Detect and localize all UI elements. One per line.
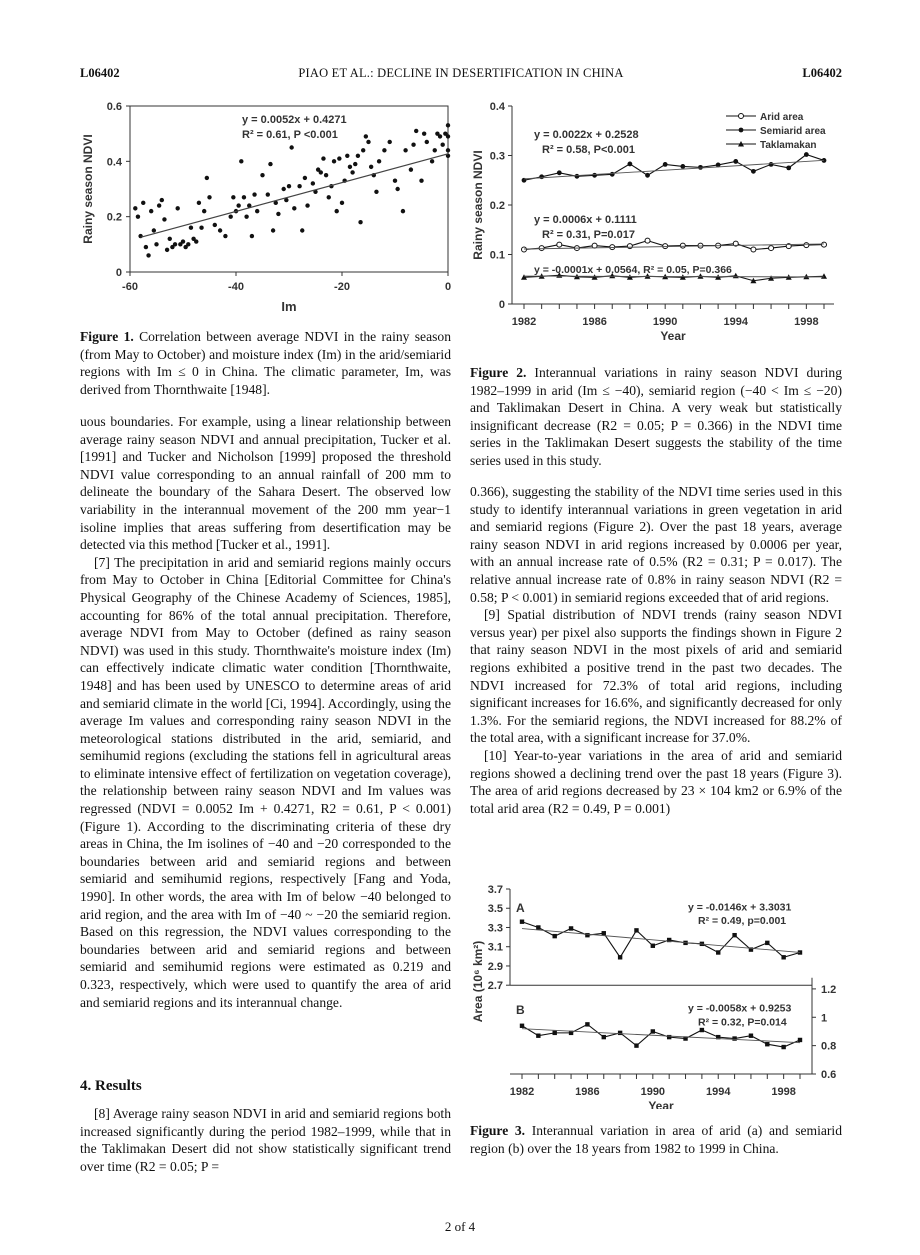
fig3-annotation-b-stats: R² = 0.32, P=0.014 (698, 1016, 787, 1029)
figure-2-caption (470, 364, 842, 470)
fig3-ytick-right-label: 1.2 (821, 983, 837, 996)
header-right-id: L06402 (802, 66, 842, 80)
fig3-point-a (634, 928, 638, 932)
fig1-point (144, 245, 148, 249)
fig1-point (335, 209, 339, 213)
fig1-point (244, 214, 248, 218)
fig2-trendline (524, 276, 824, 277)
figure-3-chart (468, 877, 848, 1109)
left-paragraph-2: [7] The precipitation in arid and semiarid regions mainly occurs from May to October in China [Editorial Committee for China's Physical Geography of the Chinese Academy of Sciences, 1985], accounting for 86% of the total annual precipitation. Therefore, average NDVI from May to October (defined as rainy season NDVI) was used in this study. Thornthwaite's moisture index (Im) can effectively indicate climatic water condition [Thornthwaite, 1948] and has been used by UNESCO to determine areas of arid and semiarid climate in the world [Ci, 1994]. Accordingly, using the average Im values and corresponding rainy season NDVI in the meteorological stations distributed in the arid, semiarid, and semihumid regions (excluding the stations fell in agricultural areas to eliminate intensive effect of fertilization on vegetation coverage), the relationship between rainy season NDVI and Im values was regressed (NDVI = 0.0052 Im + 0.4271, R2 = 0.61, P < 0.001) (Figure 1). According to the discriminating criteria of these dry areas in China, the Im isolines of −40 and −20 corresponded to the boundaries between arid and semiarid regions and between semiarid and semihumid regions, respectively [Fang and Yoda, 1990]. In other words, the area with Im of below −40 belonged to arid region, and the area with Im of −40 ~ −20 the semiarid region. Based on this regression, the NDVI values corresponding to the boundaries between arid and semiarid regions and between semiarid and semihumid regions were estimated as 0.219 and 0.323, respectively, which were used to quantify the area of arid and semiarid regions and its interannual change. (80, 554, 451, 1010)
fig3-xlabel: Year (648, 1099, 674, 1109)
fig2-annotation-taklamakan: y = -0.0001x + 0.0564, R² = 0.05, P=0.366 (534, 264, 732, 276)
right-paragraph-3: [10] Year-to-year variations in the area of arid and semiarid regions showed a declining trend over the past 18 years (Figure 3). The area of arid regions decreased by 23 × 104 km2 or 6.9% of the total arid area (R2 = 0.49, P = 0.001) (470, 747, 842, 816)
fig3-ytick-left-label: 3.1 (487, 941, 503, 954)
fig1-xtick-label: -40 (228, 281, 244, 293)
fig2-point-semiarid (733, 159, 738, 164)
section-heading-results: 4. Results (80, 1078, 142, 1094)
fig3-ylabel: Area (10⁶ km²) (471, 940, 485, 1023)
fig1-point (133, 206, 137, 210)
fig3-ytick-left-label: 2.9 (487, 960, 503, 973)
fig1-point (388, 140, 392, 144)
fig1-point (414, 129, 418, 133)
fig1-point (165, 248, 169, 252)
fig3-point-b (634, 1043, 638, 1047)
fig1-point (433, 148, 437, 152)
fig3-ytick-left-label: 3.7 (487, 884, 503, 896)
fig1-point (319, 170, 323, 174)
fig3-point-b (536, 1034, 540, 1038)
fig1-trendline (141, 154, 448, 237)
fig1-point (223, 234, 227, 238)
right-column (470, 483, 842, 817)
fig1-point (292, 206, 296, 210)
fig2-ytick-label: 0.4 (489, 101, 505, 113)
left-paragraph-1: uous boundaries. For example, using a linear relationship between average rainy season NDVI and annual precipitation, Tucker et al. [1991] and Tucker and Nicholson [1999] proposed the threshold NDVI value corresponding to an annual rainfall of 200 mm to delineate the boundary of the Sahara Desert. The observed low variability in the interannual movement of the 200 mm year−1 isoline implies that areas suffering from desertification may be detected via this method [Tucker et al., 1991]. (80, 414, 451, 553)
right-paragraph-1: 0.366), suggesting the stability of the NDVI time series used in this study to identify interannual variations in green vegetation in arid and semiarid regions (Figure 2). Over the past 18 years, average rainy season NDVI in arid regions increased by 0.0006 per year, with an annual increase rate of 0.5% (R2 = 0.31; P = 0.017). The relative annual increase rate of 0.8% in rainy season NDVI (R2 = 0.58; P < 0.001) in semiarid regions exceeded that of arid regions. (470, 484, 842, 605)
fig2-ytick-label: 0.3 (489, 150, 505, 163)
fig2-point-semiarid (751, 169, 756, 174)
fig3-point-a (618, 955, 622, 959)
fig1-point (255, 209, 259, 213)
fig3-point-b (651, 1029, 655, 1033)
figure-2-chart (468, 98, 848, 348)
fig1-point (401, 209, 405, 213)
fig2-point-arid (627, 244, 632, 249)
fig1-point (324, 173, 328, 177)
fig1-point (327, 195, 331, 199)
fig2-ytick-label: 0 (498, 299, 505, 311)
fig1-point (297, 184, 301, 188)
fig3-point-b (585, 1022, 589, 1026)
figure-3 (468, 877, 848, 1114)
fig1-point (236, 203, 240, 207)
fig2-annotation-semiarid-eq: y = 0.0022x + 0.2528 (534, 129, 639, 141)
fig2-ytick-label: 0.2 (489, 200, 505, 212)
fig1-point (350, 170, 354, 174)
figure-3-caption (470, 1122, 842, 1157)
fig2-point-arid (804, 243, 809, 248)
fig3-point-b (618, 1031, 622, 1035)
fig1-point (149, 209, 153, 213)
figure-1-label: Figure 1. (80, 329, 134, 344)
fig2-point-arid (769, 246, 774, 251)
fig1-point (157, 203, 161, 207)
fig3-xtick-label: 1982 (509, 1086, 535, 1098)
fig1-point (271, 228, 275, 232)
fig1-point (136, 214, 140, 218)
figure-2-label: Figure 2. (470, 365, 527, 380)
fig1-point (425, 140, 429, 144)
fig1-point (173, 242, 177, 246)
fig3-ytick-right-label: 1 (821, 1012, 828, 1025)
fig1-point (194, 239, 198, 243)
fig2-xtick-label: 1986 (582, 316, 607, 328)
fig1-point (289, 145, 293, 149)
fig1-point (168, 237, 172, 241)
fig3-point-b (765, 1042, 769, 1046)
fig2-point-semiarid (575, 174, 580, 179)
fig3-ytick-left-label: 3.5 (487, 903, 503, 916)
fig3-point-a (765, 941, 769, 945)
fig3-xtick-label: 1986 (575, 1086, 600, 1098)
fig1-point (446, 123, 450, 127)
fig1-ytick-label: 0.4 (106, 156, 122, 169)
fig1-point (268, 162, 272, 166)
fig3-panel-label-b: B (516, 1003, 525, 1018)
fig2-point-semiarid (698, 165, 703, 170)
fig3-xtick-label: 1998 (771, 1086, 796, 1098)
fig1-point (260, 173, 264, 177)
fig1-point (218, 228, 222, 232)
fig3-point-b (732, 1036, 736, 1040)
fig1-point (154, 242, 158, 246)
fig3-point-b (520, 1024, 524, 1028)
fig1-point (430, 159, 434, 163)
fig1-point (199, 226, 203, 230)
fig2-point-semiarid (592, 173, 597, 178)
fig1-point (446, 134, 450, 138)
fig3-annotation-a-eq: y = -0.0146x + 3.3031 (688, 901, 792, 914)
fig1-point (181, 239, 185, 243)
fig1-point (276, 212, 280, 216)
fig1-point (403, 148, 407, 152)
fig1-point (205, 176, 209, 180)
figure-2-caption-text: Interannual variations in rainy season NDVI during 1982–1999 in arid (Im ≤ −40), semiarid region (−40 < Im ≤ −20) and Taklimakan Desert in China. A very weak but statistically insignificant decrease (R2 = 0.05; P = 0.366) in the NDVI time series in the Taklimakan Desert suggests the stability of the time series used in this study. (470, 365, 842, 468)
fig1-point (446, 148, 450, 152)
fig2-xtick-label: 1982 (511, 316, 537, 328)
fig3-point-b (553, 1031, 557, 1035)
fig1-point (176, 206, 180, 210)
fig3-ytick-left-label: 2.7 (487, 980, 503, 993)
fig1-point (197, 201, 201, 205)
fig3-point-a (569, 926, 573, 930)
fig1-point (361, 148, 365, 152)
fig1-point (374, 190, 378, 194)
fig1-point (340, 201, 344, 205)
fig2-point-semiarid (627, 162, 632, 167)
fig3-point-a (716, 950, 720, 954)
fig3-point-b (798, 1038, 802, 1042)
fig1-point (189, 226, 193, 230)
fig3-point-a (732, 933, 736, 937)
fig2-point-arid (751, 247, 756, 252)
fig2-point-arid (680, 243, 685, 248)
fig3-ytick-right-label: 0.6 (821, 1069, 837, 1081)
fig3-ytick-right-label: 0.8 (821, 1040, 837, 1053)
fig1-point (332, 159, 336, 163)
fig1-point (160, 198, 164, 202)
fig1-point (377, 159, 381, 163)
fig2-xtick-label: 1994 (723, 316, 749, 328)
left-paragraph-3: [8] Average rainy season NDVI in arid and semiarid regions both increased significantly during the period 1982–1999, while that in the Taklimakan Desert did not show statistically significant trend over time (R2 = 0.05; P = (80, 1106, 451, 1174)
fig2-ytick-label: 0.1 (489, 249, 505, 262)
fig1-point (358, 220, 362, 224)
fig1-point (300, 228, 304, 232)
fig2-point-arid (645, 238, 650, 243)
fig1-point (353, 162, 357, 166)
fig1-annotation-stats: R² = 0.61, P <0.001 (242, 129, 338, 141)
fig1-point (356, 154, 360, 158)
fig1-xtick-label: 0 (444, 281, 452, 293)
fig2-point-semiarid (557, 170, 562, 175)
fig2-annotation-arid-stats: R² = 0.31, P=0.017 (542, 229, 635, 241)
fig1-point (287, 184, 291, 188)
fig1-point (252, 192, 256, 196)
fig2-point-arid (557, 242, 562, 247)
right-paragraph-2: [9] Spatial distribution of NDVI trends (rainy season NDVI versus year) per pixel also supports the findings shown in Figure 2 that rainy season NDVI in the most pixels of arid and semiarid regions exhibited a positive trend in the past two decades. The NDVI increased for 72.3% of total arid regions, including significant increases for 16.6%, and significantly decreased for only 1.3%. For the semiarid regions, the NDVI increased for 88.2% of the total area, with a significant increase for 37.0%. (470, 607, 842, 746)
fig2-legend-label: Semiarid area (760, 126, 826, 137)
fig3-point-a (553, 934, 557, 938)
page-number: 2 of 4 (444, 1219, 476, 1234)
fig1-point (250, 234, 254, 238)
fig1-xtick-label: -20 (334, 281, 350, 293)
fig1-annotation-equation: y = 0.0052x + 0.4271 (242, 114, 347, 126)
fig3-point-a (651, 944, 655, 948)
fig2-xtick-label: 1998 (794, 316, 819, 328)
fig2-xtick-label: 1990 (652, 316, 678, 328)
fig1-point (411, 143, 415, 147)
fig2-point-semiarid (769, 162, 774, 167)
fig1-point (337, 156, 341, 160)
left-column-bottom (80, 1105, 451, 1175)
fig2-point-arid (539, 246, 544, 251)
fig3-point-b (749, 1034, 753, 1038)
figure-1-chart (78, 98, 458, 316)
fig2-annotation-semiarid-stats: R² = 0.58, P<0.001 (542, 144, 635, 156)
fig3-xtick-label: 1994 (705, 1086, 731, 1098)
fig2-point-semiarid (610, 172, 615, 177)
fig2-point-semiarid (645, 173, 650, 178)
fig3-trendline-b (522, 1029, 800, 1043)
header-title: PIAO ET AL.: DECLINE IN DESERTIFICATION IN CHINA (298, 66, 624, 80)
fig3-panel-label-a: A (516, 901, 525, 916)
fig1-ytick-label: 0.2 (106, 211, 122, 224)
figure-3-caption-text: Interannual variation in area of arid (a) and semiarid region (b) over the 18 years from 1982 to 1999 in China. (470, 1123, 842, 1156)
fig3-series-line-a (522, 922, 800, 958)
fig3-point-a (602, 931, 606, 935)
fig1-point (382, 148, 386, 152)
fig2-ylabel: Rainy season NDVI (471, 150, 485, 260)
fig1-point (395, 187, 399, 191)
fig1-point (364, 134, 368, 138)
fig2-point-arid (822, 242, 827, 247)
left-column (80, 413, 451, 1011)
fig1-ytick-label: 0.6 (106, 101, 122, 113)
fig1-point (146, 253, 150, 257)
fig2-annotation-arid-eq: y = 0.0006x + 0.1111 (534, 214, 637, 226)
fig2-point-semiarid (804, 152, 809, 157)
fig3-xtick-label: 1990 (640, 1086, 666, 1098)
fig1-xlabel: Im (281, 299, 297, 314)
fig1-point (311, 181, 315, 185)
fig1-point (438, 134, 442, 138)
fig2-point-semiarid (539, 174, 544, 179)
fig3-point-b (602, 1035, 606, 1039)
fig1-point (419, 179, 423, 183)
fig1-point (348, 165, 352, 169)
fig1-point (213, 223, 217, 227)
fig1-point (229, 214, 233, 218)
fig1-point (345, 154, 349, 158)
fig1-point (321, 156, 325, 160)
fig1-point (141, 201, 145, 205)
fig1-point (393, 179, 397, 183)
fig1-point (138, 234, 142, 238)
fig3-point-a (520, 920, 524, 924)
fig1-point (207, 195, 211, 199)
fig1-point (305, 203, 309, 207)
fig1-ytick-label: 0 (115, 267, 122, 279)
fig2-legend-marker (739, 128, 744, 133)
fig1-point (422, 131, 426, 135)
figure-1-caption (80, 328, 451, 398)
fig1-point (266, 192, 270, 196)
fig1-point (162, 217, 166, 221)
fig1-ylabel: Rainy season NDVI (81, 134, 95, 244)
fig3-point-a (536, 925, 540, 929)
fig1-point (231, 195, 235, 199)
fig1-point (239, 159, 243, 163)
fig2-point-semiarid (786, 165, 791, 170)
fig1-point (441, 143, 445, 147)
header-left-id: L06402 (80, 66, 120, 80)
fig2-legend-label: Taklamakan (760, 140, 817, 151)
fig1-xtick-label: -60 (122, 281, 138, 293)
fig1-point (242, 195, 246, 199)
fig2-legend-marker (739, 114, 744, 119)
fig1-point (366, 140, 370, 144)
fig3-trendline-a (522, 929, 800, 953)
fig2-point-semiarid (680, 164, 685, 169)
fig1-point (152, 228, 156, 232)
fig2-point-arid (663, 244, 668, 249)
fig3-point-a (781, 955, 785, 959)
fig1-point (282, 187, 286, 191)
fig3-annotation-a-stats: R² = 0.49, p=0.001 (698, 914, 787, 927)
fig1-point (369, 165, 373, 169)
fig1-point (303, 176, 307, 180)
fig1-point (202, 209, 206, 213)
fig2-legend-label: Arid area (760, 112, 804, 123)
fig2-point-semiarid (663, 162, 668, 167)
fig2-xlabel: Year (660, 329, 686, 343)
fig1-point (186, 242, 190, 246)
fig3-annotation-b-eq: y = -0.0058x + 0.9253 (688, 1002, 792, 1015)
figure-1 (78, 98, 458, 321)
figure-2 (468, 98, 848, 353)
figure-3-label: Figure 3. (470, 1123, 526, 1138)
fig2-point-arid (522, 247, 527, 252)
fig2-trendline (524, 160, 824, 179)
fig3-ytick-left-label: 3.3 (487, 922, 503, 935)
fig1-point (409, 167, 413, 171)
fig3-point-b (781, 1045, 785, 1049)
figure-1-caption-text: Correlation between average NDVI in the rainy season (from May to October) and moisture index (Im) in the arid/semiarid regions with Im ≤ 0 in China. The climatic parameter, Im, was derived from Thornthwaite [1948]. (80, 329, 451, 397)
